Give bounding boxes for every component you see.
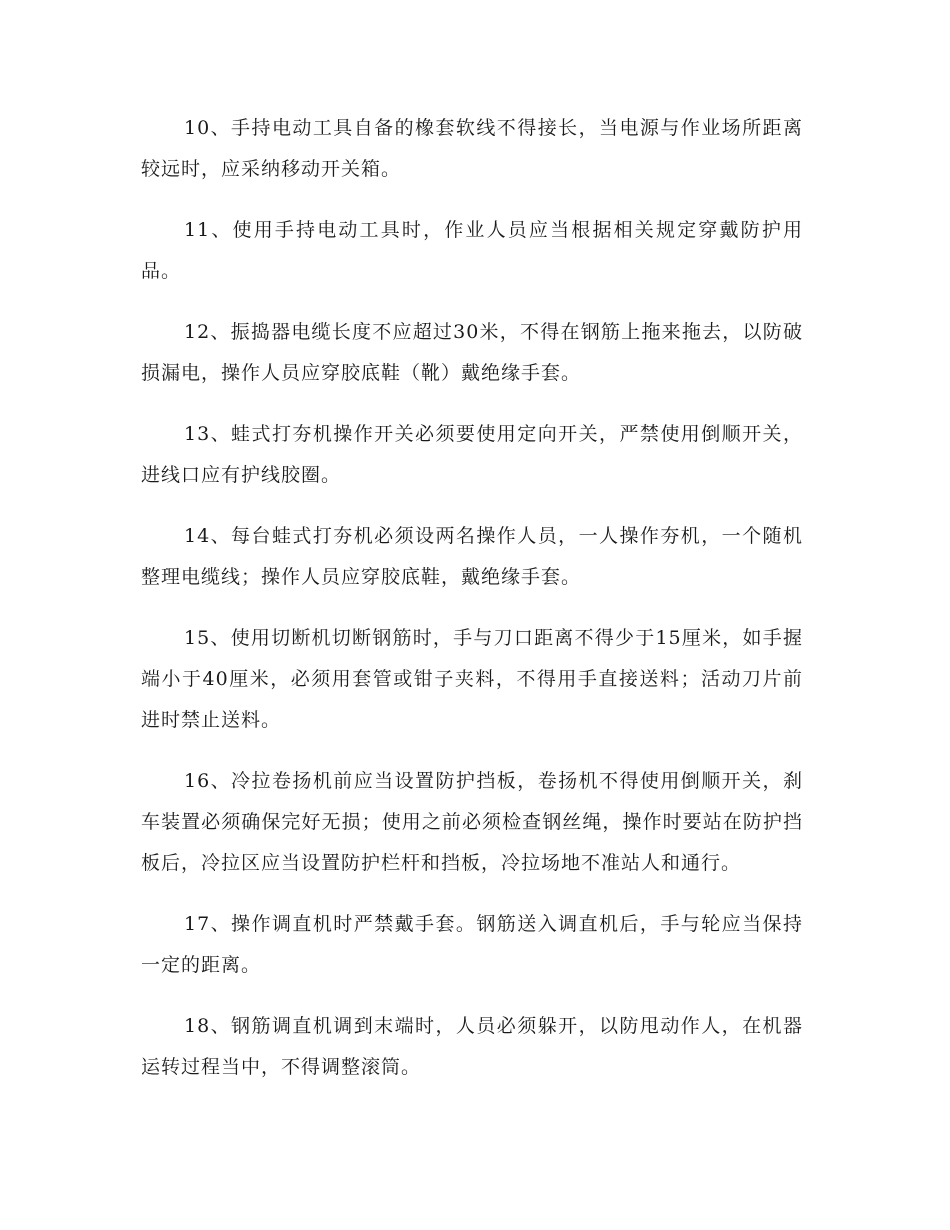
paragraph-15: 15、使用切断机切断钢筋时，手与刀口距离不得少于15厘米，如手握端小于40厘米，必须用套管或钳子夹料，不得用手直接送料；活动刀片前进时禁止送料。 — [141, 627, 803, 731]
paragraph-13: 13、蛙式打夯机操作开关必须要使用定向开关，严禁使用倒顺开关，进线口应有护线胶圈。 — [141, 423, 803, 486]
paragraph-11: 11、使用手持电动工具时，作业人员应当根据相关规定穿戴防护用品。 — [141, 219, 803, 282]
paragraph-18: 18、钢筋调直机调到末端时，人员必须躲开，以防甩动作人，在机器运转过程当中，不得调整滚筒。 — [141, 1015, 803, 1078]
paragraph-10: 10、手持电动工具自备的橡套软线不得接长，当电源与作业场所距离较远时，应采纳移动开关箱。 — [141, 117, 803, 180]
paragraph-16: 16、冷拉卷扬机前应当设置防护挡板，卷扬机不得使用倒顺开关，刹车装置必须确保完好无损；使用之前必须检查钢丝绳，操作时要站在防护挡板后，冷拉区应当设置防护栏杆和挡板，冷拉场地不准站人和通行。 — [141, 770, 803, 874]
document-body — [141, 108, 803, 1108]
paragraph-12: 12、振捣器电缆长度不应超过30米，不得在钢筋上拖来拖去，以防破损漏电，操作人员应穿胶底鞋（靴）戴绝缘手套。 — [141, 321, 803, 384]
paragraph-14: 14、每台蛙式打夯机必须设两名操作人员，一人操作夯机，一个随机整理电缆线；操作人员应穿胶底鞋，戴绝缘手套。 — [141, 525, 803, 588]
paragraph-17: 17、操作调直机时严禁戴手套。钢筋送入调直机后，手与轮应当保持一定的距离。 — [141, 913, 803, 976]
